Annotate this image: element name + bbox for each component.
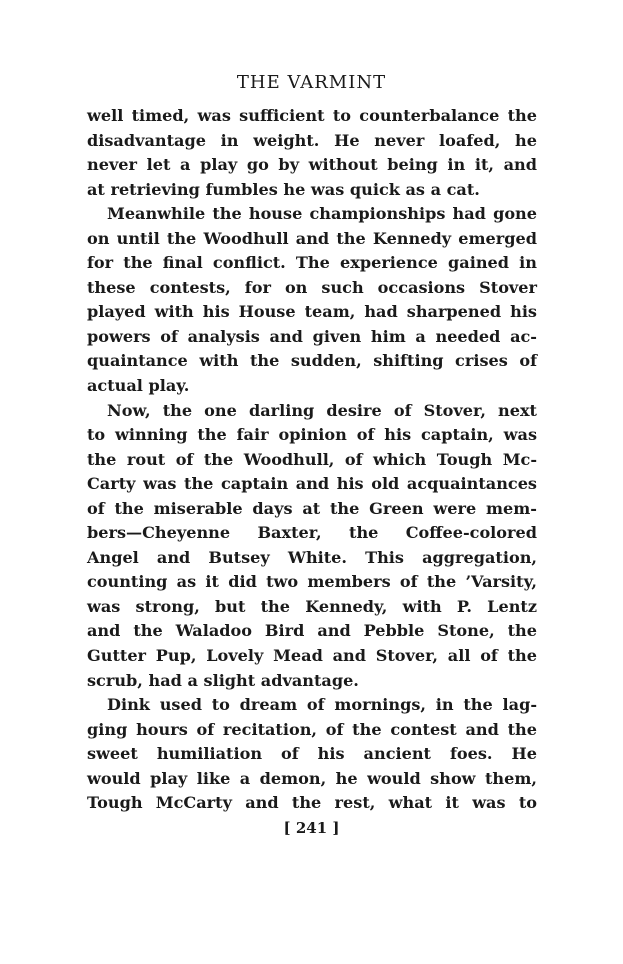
text-line: for the final conflict. The experience gained in — [87, 253, 537, 273]
text-line: these contests, for on such occasions Stover — [87, 277, 537, 297]
body-text — [87, 104, 537, 816]
text-line: bers—Cheyenne Baxter, the Coffee-colored — [87, 523, 537, 543]
text-line: Angel and Butsey White. This aggregation, — [87, 547, 537, 567]
text-line: quaintance with the sudden, shifting crises of — [87, 351, 537, 371]
text-line: at retrieving fumbles he was quick as a cat. — [87, 179, 480, 199]
paragraph-start-line: Meanwhile the house championships had gone — [107, 204, 537, 224]
paragraph-start-line: Dink used to dream of mornings, in the lag- — [107, 695, 537, 715]
text-line: was strong, but the Kennedy, with P. Lentz — [87, 596, 537, 616]
text-line: Tough McCarty and the rest, what it was to — [87, 793, 537, 813]
text-line: scrub, had a slight advantage. — [87, 670, 359, 690]
text-line: disadvantage in weight. He never loafed, he — [87, 130, 537, 150]
text-line: counting as it did two members of the ’Varsity, — [87, 572, 537, 592]
text-line: would play like a demon, he would show them, — [87, 768, 537, 788]
text-line: played with his House team, had sharpened his — [87, 302, 537, 322]
text-line: to winning the fair opinion of his captain, was — [87, 425, 537, 445]
text-line: and the Waladoo Bird and Pebble Stone, the — [87, 621, 537, 641]
text-line: ging hours of recitation, of the contest and the — [87, 719, 537, 739]
text-line: sweet humiliation of his ancient foes. He — [87, 744, 537, 764]
text-line: never let a play go by without being in it, and — [87, 155, 537, 175]
text-line: Gutter Pup, Lovely Mead and Stover, all of the — [87, 646, 537, 666]
paragraph-start-line: Now, the one darling desire of Stover, next — [107, 400, 537, 420]
text-line: powers of analysis and given him a needed ac- — [87, 326, 537, 346]
text-line: Carty was the captain and his old acquaintances — [87, 474, 537, 494]
text-line: well timed, was sufficient to counterbalance the — [87, 106, 537, 125]
page-number: [ 241 ] — [283, 819, 340, 837]
running-head: THE VARMINT — [236, 72, 387, 93]
text-line: actual play. — [87, 376, 190, 396]
text-line: the rout of the Woodhull, of which Tough Mc- — [87, 449, 537, 469]
text-line: on until the Woodhull and the Kennedy emerged — [87, 228, 537, 248]
text-line: of the miserable days at the Green were mem- — [87, 498, 537, 518]
